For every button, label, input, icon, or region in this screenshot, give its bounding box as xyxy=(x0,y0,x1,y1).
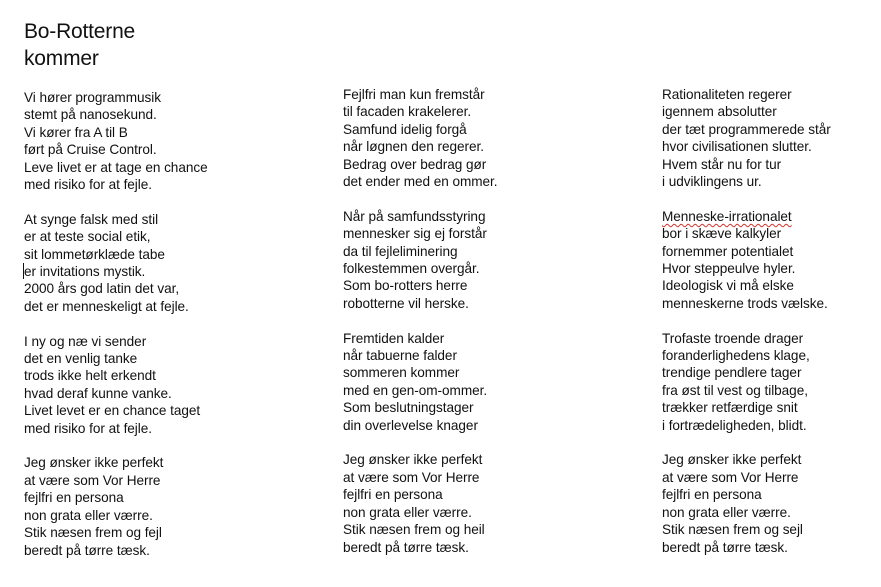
verse-line[interactable]: foranderlighedens klage, xyxy=(662,348,810,364)
verse-line[interactable]: fejlfri en persona xyxy=(24,490,124,506)
verse-line[interactable]: Fremtiden kalder xyxy=(343,330,445,346)
poem-title-line-2: kommer xyxy=(24,47,99,70)
stanza xyxy=(343,86,498,190)
verse-line[interactable]: fejlfri en persona xyxy=(343,487,443,503)
verse-line[interactable]: det er menneskeligt at fejle. xyxy=(24,298,189,314)
verse-line[interactable]: med en gen-om-ommer. xyxy=(343,382,488,398)
verse-line[interactable]: der tæt programmerede står xyxy=(662,121,831,137)
verse-line[interactable]: i udviklingens ur. xyxy=(662,174,762,190)
verse-line[interactable]: i fortrædeligheden, blidt. xyxy=(662,417,807,433)
verse-line[interactable]: Vi kører fra A til B xyxy=(24,124,128,140)
verse-line[interactable]: fejlfri en persona xyxy=(662,487,762,503)
stanza xyxy=(24,211,208,315)
verse-line[interactable]: Som bo-rotters herre xyxy=(343,278,468,294)
stanza xyxy=(343,330,498,434)
verse-line[interactable]: er invitations mystik. xyxy=(24,264,146,280)
stanza xyxy=(24,333,208,437)
verse-line[interactable]: fra øst til vest og tilbage, xyxy=(662,382,808,398)
verse-line[interactable]: At synge falsk med stil xyxy=(24,211,159,227)
verse-line[interactable]: Når på samfundsstyring xyxy=(343,208,486,224)
verse-line[interactable]: Stik næsen frem og sejl xyxy=(662,522,803,538)
verse-line[interactable]: Bedrag over bedrag gør xyxy=(343,156,487,172)
verse-line[interactable]: robotterne vil herske. xyxy=(343,295,469,311)
stanza xyxy=(343,208,498,312)
verse-line[interactable]: Jeg ønsker ikke perfekt xyxy=(662,452,802,468)
verse-line[interactable]: non grata eller værre. xyxy=(662,504,791,520)
stanza xyxy=(343,451,498,555)
poem-title xyxy=(24,18,135,72)
verse-line[interactable]: Hvem står nu for tur xyxy=(662,156,782,172)
verse-line[interactable]: beredt på tørre tæsk. xyxy=(343,539,469,555)
verse-line[interactable]: med risiko for at fejle. xyxy=(24,420,152,436)
poem-column-1 xyxy=(24,89,208,559)
verse-line[interactable]: fornemmer potentialet xyxy=(662,243,794,259)
verse-line[interactable]: det ender med en ommer. xyxy=(343,174,498,190)
verse-line[interactable]: at være som Vor Herre xyxy=(343,469,480,485)
verse-line[interactable]: Ideologisk vi må elske xyxy=(662,278,794,294)
verse-line[interactable]: Jeg ønsker ikke perfekt xyxy=(343,452,483,468)
verse-line[interactable]: bor i skæve kalkyler xyxy=(662,226,782,242)
poem-column-2 xyxy=(343,86,498,556)
verse-line[interactable]: da til fejleliminering xyxy=(343,243,458,259)
verse-line[interactable]: Som beslutningstager xyxy=(343,400,474,416)
verse-line[interactable]: til facaden krakelerer. xyxy=(343,104,472,120)
verse-line[interactable]: Stik næsen frem og fejl xyxy=(24,525,162,541)
spellcheck-flagged-word[interactable]: Menneske-irrationalet xyxy=(662,208,792,224)
poem-title-line-1: Bo-Rotterne xyxy=(24,20,136,43)
verse-line[interactable]: sommeren kommer xyxy=(343,365,460,381)
verse-line[interactable]: er at teste social etik, xyxy=(24,229,151,245)
verse-line[interactable]: sit lommetørklæde tabe xyxy=(24,246,165,262)
verse-line[interactable]: at være som Vor Herre xyxy=(662,469,799,485)
verse-line[interactable]: trækker retfærdige snit xyxy=(662,400,798,416)
verse-line[interactable]: din overlevelse knager xyxy=(343,417,478,433)
stanza xyxy=(662,86,831,190)
verse-line[interactable]: mennesker sig ej forstår xyxy=(343,226,487,242)
verse-line[interactable] xyxy=(662,208,831,225)
verse-line[interactable]: hvad deraf kunne vanke. xyxy=(24,385,172,401)
verse-line[interactable]: I ny og næ vi sender xyxy=(24,333,147,349)
verse-line[interactable]: 2000 års god latin det var, xyxy=(24,281,180,297)
stanza xyxy=(24,454,208,558)
verse-line[interactable]: hvor civilisationen slutter. xyxy=(662,139,812,155)
verse-line[interactable]: menneskerne trods vælske. xyxy=(662,295,828,311)
verse-line[interactable]: beredt på tørre tæsk. xyxy=(24,542,150,558)
verse-line[interactable]: Trofaste troende drager xyxy=(662,330,804,346)
verse-line[interactable]: når tabuerne falder xyxy=(343,348,457,364)
verse-line[interactable]: non grata eller værre. xyxy=(343,504,472,520)
verse-line[interactable]: at være som Vor Herre xyxy=(24,472,161,488)
stanza xyxy=(662,330,831,434)
verse-line[interactable]: trendige pendlere tager xyxy=(662,365,802,381)
verse-line[interactable]: ført på Cruise Control. xyxy=(24,142,157,158)
verse-line[interactable]: med risiko for at fejle. xyxy=(24,177,152,193)
verse-line[interactable]: stemt på nanosekund. xyxy=(24,107,157,123)
verse-line[interactable]: Hvor steppeulve hyler. xyxy=(662,261,796,277)
verse-line[interactable]: Livet levet er en chance taget xyxy=(24,403,201,419)
verse-line[interactable]: beredt på tørre tæsk. xyxy=(662,539,788,555)
verse-line[interactable]: Rationaliteten regerer xyxy=(662,87,792,102)
stanza xyxy=(24,89,208,193)
verse-line[interactable]: Fejlfri man kun fremstår xyxy=(343,87,485,102)
stanza xyxy=(662,208,831,312)
verse-line[interactable]: Samfund idelig forgå xyxy=(343,121,467,137)
stanza xyxy=(662,451,831,555)
verse-line[interactable]: når løgnen den regerer. xyxy=(343,139,484,155)
verse-line[interactable]: non grata eller værre. xyxy=(24,507,153,523)
verse-line[interactable]: trods ikke helt erkendt xyxy=(24,368,156,384)
verse-line[interactable]: Jeg ønsker ikke perfekt xyxy=(24,455,164,471)
verse-line[interactable]: det en venlig tanke xyxy=(24,351,138,367)
verse-line[interactable]: Leve livet er at tage en chance xyxy=(24,159,208,175)
verse-line[interactable]: Vi hører programmusik xyxy=(24,90,161,105)
verse-line[interactable]: Stik næsen frem og heil xyxy=(343,522,485,538)
verse-line[interactable]: igennem absolutter xyxy=(662,104,777,120)
verse-line[interactable]: folkestemmen overgår. xyxy=(343,261,480,277)
poem-column-3 xyxy=(662,86,831,556)
